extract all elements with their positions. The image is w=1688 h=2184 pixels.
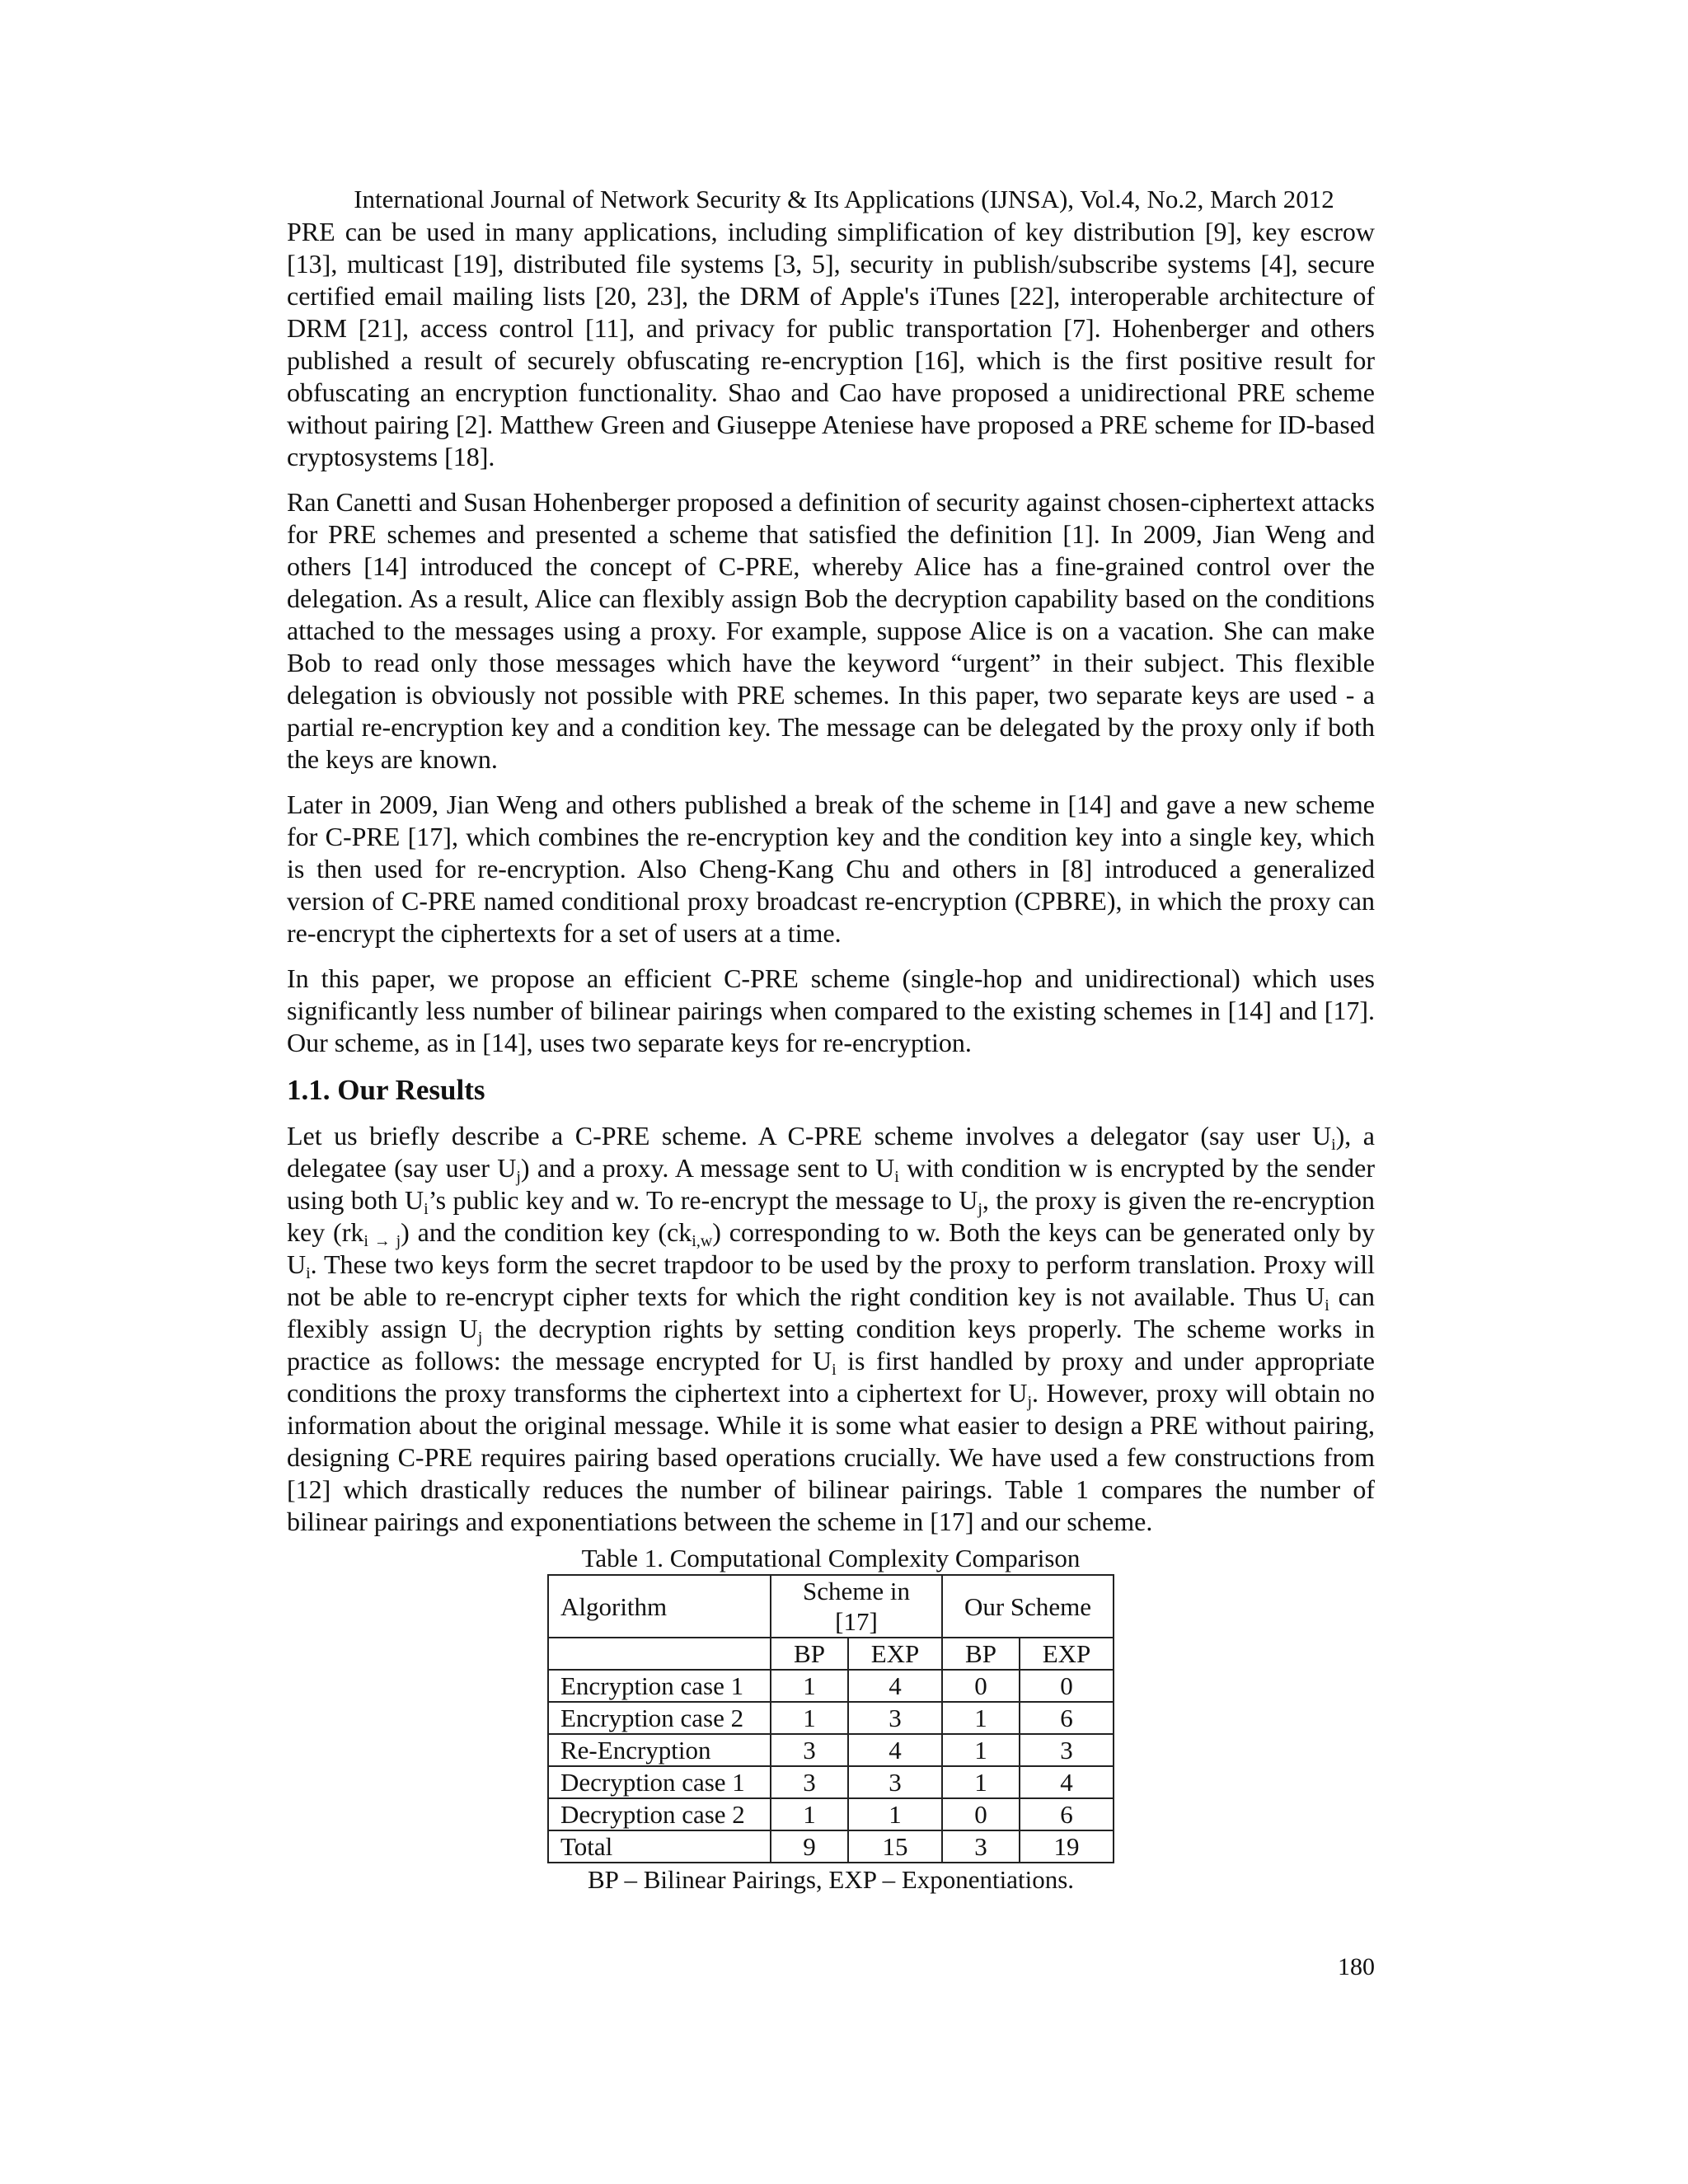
cell-exp-17: 3 xyxy=(848,1702,942,1734)
table-note: BP – Bilinear Pairings, EXP – Exponentiations. xyxy=(587,1865,1075,1894)
header-our-scheme: Our Scheme xyxy=(942,1575,1114,1638)
cell-bp-ours: 0 xyxy=(942,1670,1020,1702)
cell-bp-17: 1 xyxy=(771,1670,848,1702)
cell-bp-17: 1 xyxy=(771,1798,848,1830)
cell-bp-ours: 3 xyxy=(942,1830,1020,1863)
cell-bp-17: 1 xyxy=(771,1702,848,1734)
paragraph-applications: PRE can be used in many applications, including simplification of key distribution [9], key escrow [13], multicast [19], distributed file systems [3, 5], security in publish/subscribe systems [4], secure certified email mailing lists [20, 23], the DRM of Apple's iTunes [22], interoperable architecture of DRM [21], access control [11], and privacy for public transportation [7]. Hohenberger and others published a result of securely obfuscating re-encryption [16], which is the first positive result for obfuscating an encryption functionality. Shao and Cao have proposed a unidirectional PRE scheme without pairing [2]. Matthew Green and Giuseppe Ateniese have proposed a PRE scheme for ID-based cryptosystems [18]. xyxy=(287,217,1375,471)
header-algorithm: Algorithm xyxy=(548,1575,771,1638)
cell-bp-17: 9 xyxy=(771,1830,848,1863)
table-row xyxy=(548,1702,1114,1734)
row-label: Encryption case 2 xyxy=(548,1702,771,1734)
cell-exp-17: 15 xyxy=(848,1830,942,1863)
cell-exp-ours: 0 xyxy=(1020,1670,1114,1702)
cell-bp-ours: 0 xyxy=(942,1798,1020,1830)
subheader-exp-17: EXP xyxy=(848,1638,942,1670)
cell-exp-17: 4 xyxy=(848,1734,942,1766)
table-row-total xyxy=(548,1830,1114,1863)
row-label: Re-Encryption xyxy=(548,1734,771,1766)
cell-bp-17: 3 xyxy=(771,1766,848,1798)
cell-exp-17: 4 xyxy=(848,1670,942,1702)
subheader-bp-ours: BP xyxy=(942,1638,1020,1670)
cell-exp-ours: 6 xyxy=(1020,1798,1114,1830)
page-number: 180 xyxy=(1338,1953,1375,1980)
complexity-table xyxy=(547,1574,1114,1863)
paragraph-weng-break: Later in 2009, Jian Weng and others published a break of the scheme in [14] and gave a new scheme for C-PRE [17], which combines the re-encryption key and the condition key into a single key, which is then used for re-encryption. Also Cheng-Kang Chu and others in [8] introduced a generalized version of C-PRE named conditional proxy broadcast re-encryption (CPBRE), in which the proxy can re-encrypt the ciphertexts for a set of users at a time. xyxy=(287,790,1375,948)
row-label: Decryption case 1 xyxy=(548,1766,771,1798)
cell-exp-ours: 6 xyxy=(1020,1702,1114,1734)
cell-bp-ours: 1 xyxy=(942,1766,1020,1798)
header-scheme-17: Scheme in [17] xyxy=(771,1575,942,1638)
section-heading-our-results: 1.1. Our Results xyxy=(287,1074,485,1106)
table-row xyxy=(548,1734,1114,1766)
cell-exp-17: 1 xyxy=(848,1798,942,1830)
subheader-bp-17: BP xyxy=(771,1638,848,1670)
paragraph-proposal: In this paper, we propose an efficient C-PRE scheme (single-hop and unidirectional) which uses significantly less number of bilinear pairings when compared to the existing schemes in [14] and [17]. Our scheme, as in [14], uses two separate keys for re-encryption. xyxy=(287,963,1375,1057)
row-label: Total xyxy=(548,1830,771,1863)
cell-bp-17: 3 xyxy=(771,1734,848,1766)
cell-bp-ours: 1 xyxy=(942,1702,1020,1734)
row-label: Encryption case 1 xyxy=(548,1670,771,1702)
table-row xyxy=(548,1798,1114,1830)
cell-bp-ours: 1 xyxy=(942,1734,1020,1766)
table-subheader-row xyxy=(548,1638,1114,1670)
table-header-row xyxy=(548,1575,1114,1638)
cell-exp-17: 3 xyxy=(848,1766,942,1798)
table-row xyxy=(548,1766,1114,1798)
subheader-exp-ours: EXP xyxy=(1020,1638,1114,1670)
cell-exp-ours: 3 xyxy=(1020,1734,1114,1766)
cell-exp-ours: 19 xyxy=(1020,1830,1114,1863)
paragraph-results: Let us briefly describe a C-PRE scheme. A C-PRE scheme involves a delegator (say user $U_i$), a delegatee (say user $U_j$) and a proxy. A message sent to $U_i$ with condition w is encrypted by the sender using both $U_i’s$ public key and w. To re-encrypt the message to $U_j$, the proxy is given the re-encryption key $(rk_{i \to j})$ and the condition key $(ck_{i,w})$ corresponding to w. Both the keys can be generated only by $U_i$. These two keys form the secret trapdoor to be used by the proxy to perform translation. Proxy will not be able to re-encrypt cipher texts for which the right condition key is not available. Thus $U_i$ can flexibly assign $U_j$ the decryption rights by setting condition keys properly. The scheme works in practice as follows: the message encrypted for $U_i$ is first handled by proxy and under appropriate conditions the proxy transforms the ciphertext into a ciphertext for $U_j$. However, proxy will obtain no information about the original message. While it is some what easier to design a PRE without pairing, designing C-PRE requires pairing based operations crucially. We have used a few constructions from [12] which drastically reduces the number of bilinear pairings. Table 1 compares the number of bilinear pairings and exponentiations between the scheme in [17] and our scheme. xyxy=(287,1121,1376,1536)
table-row xyxy=(548,1670,1114,1702)
paragraph-canetti: Ran Canetti and Susan Hohenberger proposed a definition of security against chosen-ciphertext attacks for PRE schemes and presented a scheme that satisfied the definition [1]. In 2009, Jian Weng and others [14] introduced the concept of C-PRE, whereby Alice has a fine-grained control over the delegation. As a result, Alice can flexibly assign Bob the decryption capability based on the conditions attached to the messages using a proxy. For example, suppose Alice is on a vacation. She can make Bob to read only those messages which have the keyword “urgent” in their subject. This flexible delegation is obviously not possible with PRE schemes. In this paper, two separate keys are used - a partial re-encryption key and a condition key. The message can be delegated by the proxy only if both the keys are known. xyxy=(287,487,1375,774)
cell-exp-ours: 4 xyxy=(1020,1766,1114,1798)
subheader-empty xyxy=(548,1638,771,1670)
row-label: Decryption case 2 xyxy=(548,1798,771,1830)
running-header: International Journal of Network Security & Its Applications (IJNSA), Vol.4, No.2, March 2012 xyxy=(354,185,1334,213)
page-content xyxy=(287,216,1375,1896)
table-caption: Table 1. Computational Complexity Comparison xyxy=(581,1544,1081,1572)
